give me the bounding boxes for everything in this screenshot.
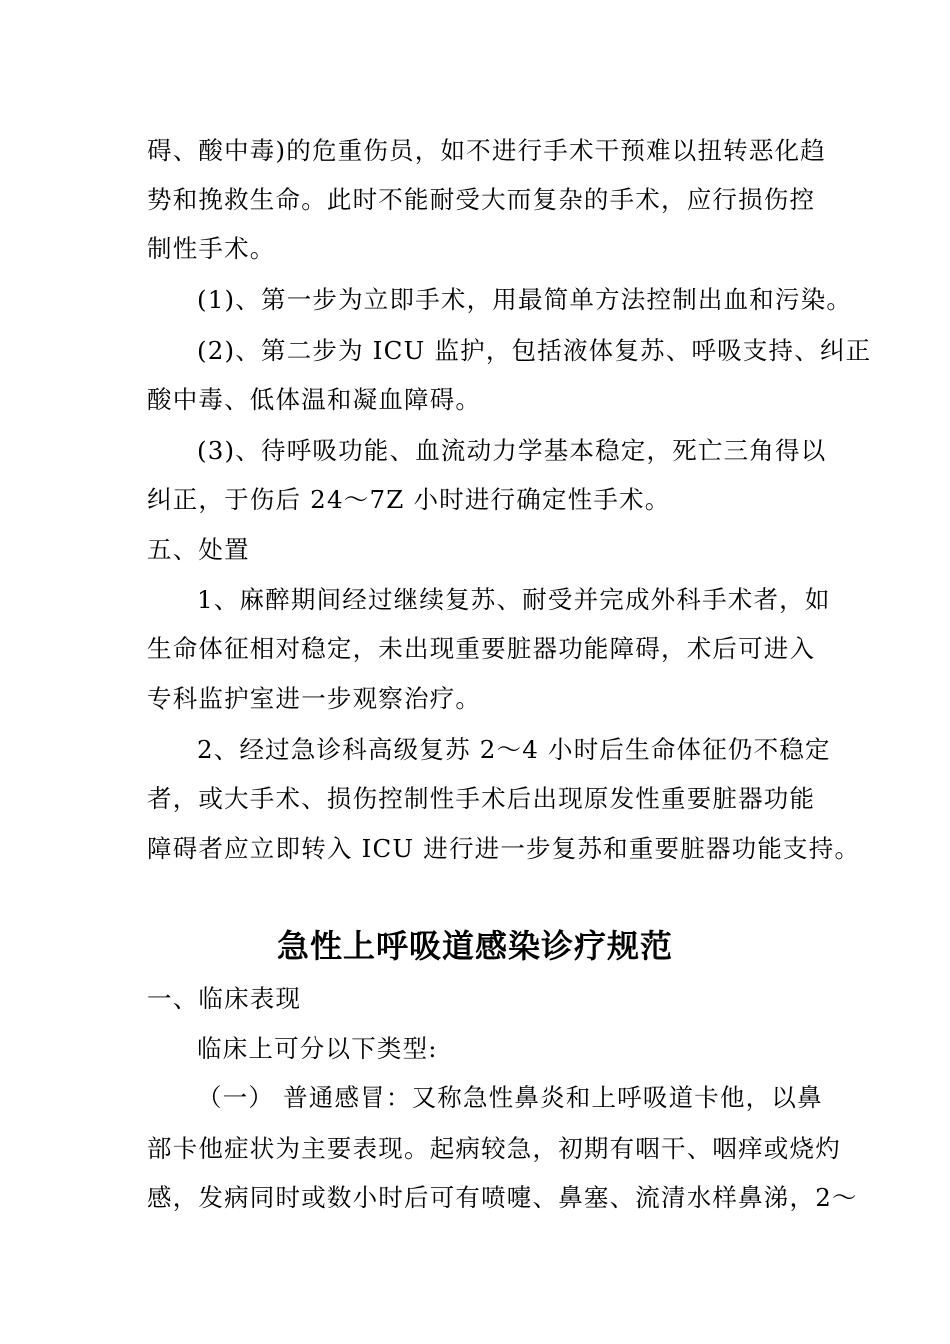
section-title: 五、处置 [147, 535, 250, 564]
chapter-heading: 急性上呼吸道感染诊疗规范 [276, 927, 673, 965]
step-1-line: (1)、第一步为立即手术，用最简单方法控制出血和污染。 [197, 285, 853, 314]
item-1-line: 专科监护室进一步观察治疗。 [147, 684, 482, 713]
section-title: 一、临床表现 [147, 984, 302, 1013]
step-3-line: 纠正，于伤后 24～7Z 小时进行确定性手术。 [147, 485, 671, 514]
type-1-line: （一） 普通感冒：又称急性鼻炎和上呼吸道卡他，以鼻 [197, 1083, 823, 1112]
type-1-line: 部卡他症状为主要表现。起病较急，初期有咽干、咽痒或烧灼 [147, 1134, 841, 1163]
body-text-line: 势和挽救生命。此时不能耐受大而复杂的手术，应行损伤控 [147, 185, 816, 214]
intro-line: 临床上可分以下类型: [197, 1034, 438, 1063]
item-2-line: 障碍者应立即转入 ICU 进行进一步复苏和重要脏器功能支持。 [147, 834, 861, 863]
item-1-line: 1、麻醉期间经过继续复苏、耐受并完成外科手术者，如 [197, 585, 831, 614]
item-1-line: 生命体征相对稳定，未出现重要脏器功能障碍，术后可进入 [147, 634, 816, 663]
step-3-line: (3)、待呼吸功能、血流动力学基本稳定，死亡三角得以 [197, 436, 827, 465]
type-1-line: 感，发病同时或数小时后可有喷嚏、鼻塞、流清水样鼻涕，2～ [147, 1183, 858, 1212]
body-text-line: 制性手术。 [147, 234, 276, 263]
item-2-line: 者，或大手术、损伤控制性手术后出现原发性重要脏器功能 [147, 784, 816, 813]
item-2-line: 2、经过急诊科高级复苏 2～4 小时后生命体征仍不稳定 [197, 735, 831, 764]
step-2-line: 酸中毒、低体温和凝血障碍。 [147, 385, 482, 414]
body-text-line: 碍、酸中毒)的危重伤员，如不进行手术干预难以扭转恶化趋 [147, 136, 826, 165]
step-2-line: (2)、第二步为 ICU 监护，包括液体复苏、呼吸支持、纠正 [197, 336, 872, 365]
